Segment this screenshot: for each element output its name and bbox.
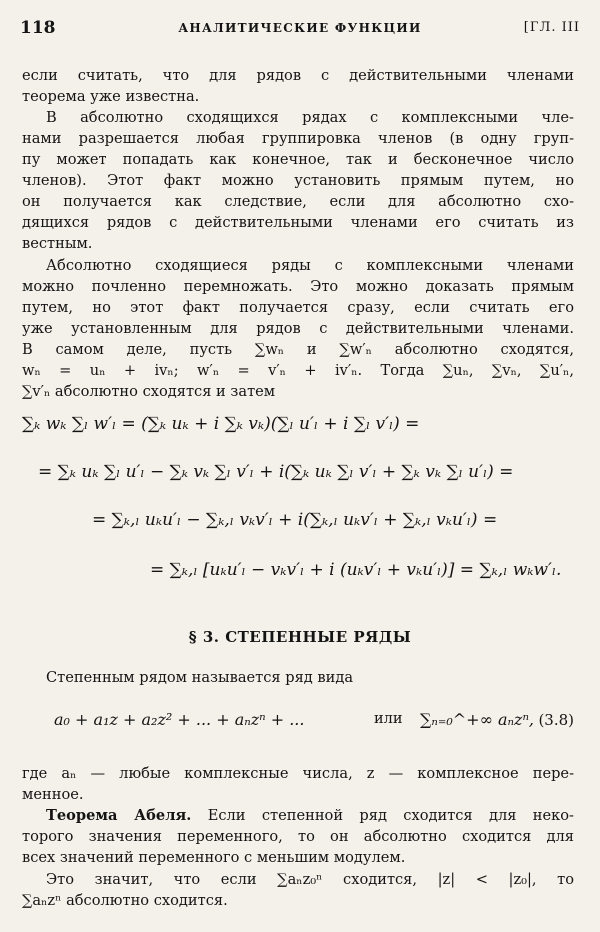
formula-line: = ∑ₖ,ₗ [uₖu′ₗ − vₖv′ₗ + i (uₖv′ₗ + vₖu′ₗ)] = ∑ₖ,ₗ wₖw′ₗ. — [150, 560, 562, 580]
text-line: торого значения переменного, то он абсолютно сходится для — [22, 828, 574, 845]
theorem-text: Если степенной ряд сходится для неко- — [207, 807, 574, 824]
text-line: где aₙ — любые комплексные числа, z — комплексное пере- — [22, 765, 574, 782]
text-line: теорема уже известна. — [22, 88, 200, 105]
text-line: Степенным рядом называется ряд вида — [46, 669, 354, 686]
text-line: вестным. — [22, 235, 93, 252]
chapter-label: [ГЛ. III — [523, 20, 580, 35]
text-line: уже установленным для рядов с действительными членами. — [22, 320, 574, 337]
text-line: Абсолютно сходящиеся ряды с комплексными членами — [46, 257, 574, 274]
section-heading: § 3. СТЕПЕННЫЕ РЯДЫ — [188, 628, 412, 646]
text-line: ∑v′ₙ абсолютно сходятся и затем — [22, 383, 276, 400]
text-line: дящихся рядов с действительными членами его считать из — [22, 214, 574, 231]
formula-line: = ∑ₖ,ₗ uₖu′ₗ − ∑ₖ,ₗ vₖv′ₗ + i(∑ₖ,ₗ uₖv′ₗ + ∑ₖ,ₗ vₖu′ₗ) = — [92, 510, 498, 530]
series-sum: ∑ₙ₌₀^+∞ aₙzⁿ, — [420, 710, 535, 729]
text-line: ∑aₙzⁿ абсолютно сходится. — [22, 892, 228, 909]
theorem-first-line — [46, 806, 574, 826]
text-line: членов). Этот факт можно установить прямым путем, но — [22, 172, 574, 189]
running-title: АНАЛИТИЧЕСКИЕ ФУНКЦИИ — [178, 21, 422, 35]
or-word: или — [374, 711, 403, 727]
text-line: если считать, что для рядов с действительными членами — [22, 67, 574, 84]
text-line: можно почленно перемножать. Это можно доказать прямым — [22, 278, 574, 295]
equation-number: (3.8) — [538, 711, 574, 729]
page-number: 118 — [20, 18, 56, 38]
text-line: В самом деле, пусть ∑wₙ и ∑w′ₙ абсолютно сходятся, — [22, 341, 574, 358]
text-line: wₙ = uₙ + ivₙ; w′ₙ = v′ₙ + iv′ₙ. Тогда ∑uₙ, ∑vₙ, ∑u′ₙ, — [22, 362, 574, 379]
text-line: путем, но этот факт получается сразу, если считать его — [22, 299, 574, 316]
formula-line: = ∑ₖ uₖ ∑ₗ u′ₗ − ∑ₖ vₖ ∑ₗ v′ₗ + i(∑ₖ uₖ ∑ₗ v′ₗ + ∑ₖ vₖ ∑ₗ u′ₗ) = — [38, 462, 514, 482]
text-line: всех значений переменного с меньшим модулем. — [22, 849, 406, 866]
series-expansion: a₀ + a₁z + a₂z² + ... + aₙzⁿ + ... — [54, 710, 305, 729]
text-line: Это значит, что если ∑aₙz₀ⁿ сходится, |z| < |z₀|, то — [46, 871, 574, 888]
running-header — [20, 18, 580, 42]
theorem-title: Теорема Абеля. — [46, 807, 192, 824]
text-line: пу может попадать как конечное, так и бесконечное число — [22, 151, 574, 168]
formula-line: ∑ₖ wₖ ∑ₗ w′ₗ = (∑ₖ uₖ + i ∑ₖ vₖ)(∑ₗ u′ₗ + i ∑ₗ v′ₗ) = — [22, 414, 420, 434]
text-line: он получается как следствие, если для абсолютно схо- — [22, 193, 574, 210]
text-line: менное. — [22, 786, 84, 803]
text-line: нами разрешается любая группировка членов (в одну груп- — [22, 130, 574, 147]
text-line: В абсолютно сходящихся рядах с комплексными чле- — [46, 109, 574, 126]
